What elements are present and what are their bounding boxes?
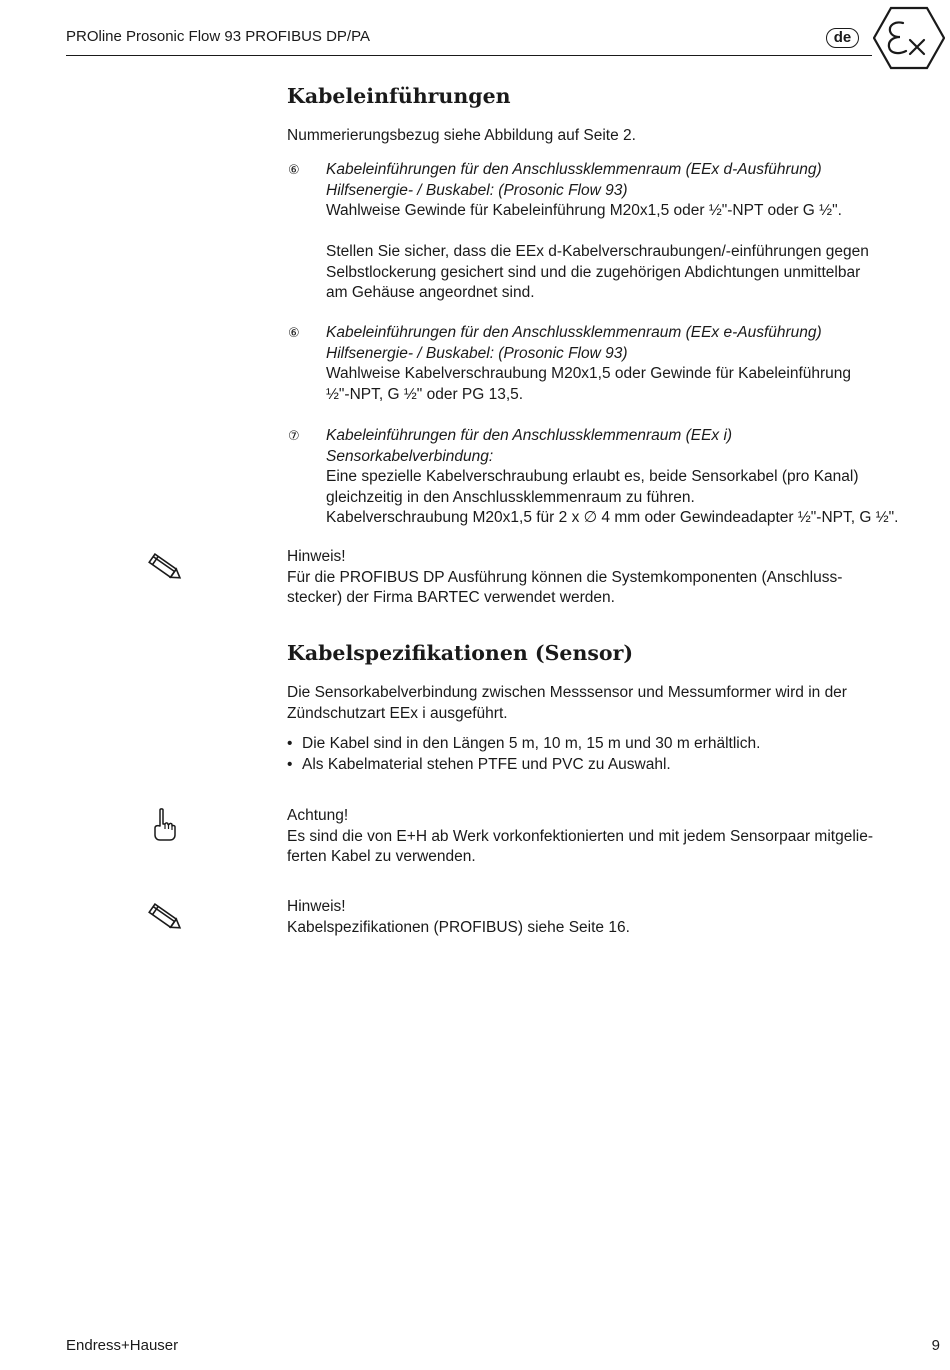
list-item: • Als Kabelmaterial stehen PTFE und PVC zu Auswahl. — [287, 756, 671, 773]
item-title-line: Kabeleinführungen für den Anschlussklemmenraum (EEx i) — [326, 427, 733, 444]
caution-label: Achtung! — [287, 807, 349, 824]
item-body-line: Kabelverschraubung M20x1,5 für 2 x ∅ 4 mm oder Gewindeadapter ½"-NPT, G ½". — [326, 509, 899, 526]
header-title: PROline Prosonic Flow 93 PROFIBUS DP/PA — [66, 28, 370, 45]
item-title-line: Kabeleinführungen für den Anschlussklemmenraum (EEx e-Ausführung) — [326, 324, 822, 341]
ex-hexagon-icon — [873, 6, 945, 70]
note-line: stecker) der Firma BARTEC verwendet werden. — [287, 589, 615, 606]
caution-line: Es sind die von E+H ab Werk vorkonfektionierten und mit jedem Sensorpaar mitgelie- — [287, 827, 873, 845]
item-number: ⑥ — [288, 325, 300, 340]
item-body-line: ½"-NPT, G ½" oder PG 13,5. — [326, 385, 524, 403]
item-title-line: Hilfsenergie- / Buskabel: (Prosonic Flow 93) — [326, 181, 628, 199]
list-item — [326, 323, 946, 405]
language-badge: de — [826, 28, 859, 48]
pointing-hand-icon — [152, 808, 176, 842]
footer-brand: Endress+Hauser — [66, 1337, 179, 1354]
note-line: Für die PROFIBUS DP Ausführung können die Systemkomponenten (Anschluss- — [287, 568, 843, 586]
list-item — [326, 426, 946, 529]
note-block — [287, 897, 937, 938]
note-label: Hinweis! — [287, 898, 346, 915]
note-line: Kabelspezifikationen (PROFIBUS) siehe Seite 16. — [287, 918, 630, 936]
pencil-note-icon — [147, 902, 185, 934]
list-item — [326, 160, 946, 304]
item-title-line: Sensorkabelverbindung: — [326, 447, 494, 465]
note-label: Hinweis! — [287, 548, 346, 565]
item-body-line: Wahlweise Gewinde für Kabeleinführung M20x1,5 oder ½"-NPT oder G ½". — [326, 202, 842, 219]
intro-line: Zündschutzart EEx i ausgeführt. — [287, 704, 508, 722]
item-body-line: Eine spezielle Kabelverschraubung erlaubt es, beide Sensorkabel (pro Kanal) — [326, 468, 859, 485]
intro-line: Die Sensorkabelverbindung zwischen Messsensor und Messumformer wird in der — [287, 684, 847, 701]
note-block — [287, 547, 937, 609]
item-body-line: am Gehäuse angeordnet sind. — [326, 284, 535, 301]
list-item: • Die Kabel sind in den Längen 5 m, 10 m, 15 m und 30 m erhältlich. — [287, 735, 761, 752]
item-body-line: Wahlweise Kabelverschraubung M20x1,5 oder Gewinde für Kabeleinführung — [326, 365, 852, 382]
header-rule — [66, 55, 872, 56]
item-body-line: Stellen Sie sicher, dass die EEx d-Kabelverschraubungen/-einführungen gegen — [326, 243, 869, 260]
item-number: ⑥ — [288, 162, 300, 177]
intro-text — [287, 683, 937, 724]
section-heading-kabeleinfuehrungen: Kabeleinführungen — [287, 84, 511, 108]
pencil-note-icon — [147, 552, 185, 584]
page-number: 9 — [931, 1337, 940, 1354]
bullet-text: Die Kabel sind in den Längen 5 m, 10 m, 15 m und 30 m erhältlich. — [302, 735, 761, 752]
item-title-line: Kabeleinführungen für den Anschlussklemmenraum (EEx d-Ausführung) — [326, 161, 822, 178]
item-body-line: gleichzeitig in den Anschlussklemmenraum zu führen. — [326, 488, 695, 506]
item-number: ⑦ — [288, 428, 300, 443]
intro-text: Nummerierungsbezug siehe Abbildung auf Seite 2. — [287, 127, 636, 144]
item-body-line: Selbstlockerung gesichert sind und die zugehörigen Abdichtungen unmittelbar — [326, 263, 861, 281]
caution-block — [287, 806, 937, 868]
item-title-line: Hilfsenergie- / Buskabel: (Prosonic Flow 93) — [326, 344, 628, 362]
section-heading-kabelspezifikationen: Kabelspezifikationen (Sensor) — [287, 641, 634, 665]
bullet-text: Als Kabelmaterial stehen PTFE und PVC zu Auswahl. — [302, 756, 671, 773]
caution-line: ferten Kabel zu verwenden. — [287, 848, 476, 865]
